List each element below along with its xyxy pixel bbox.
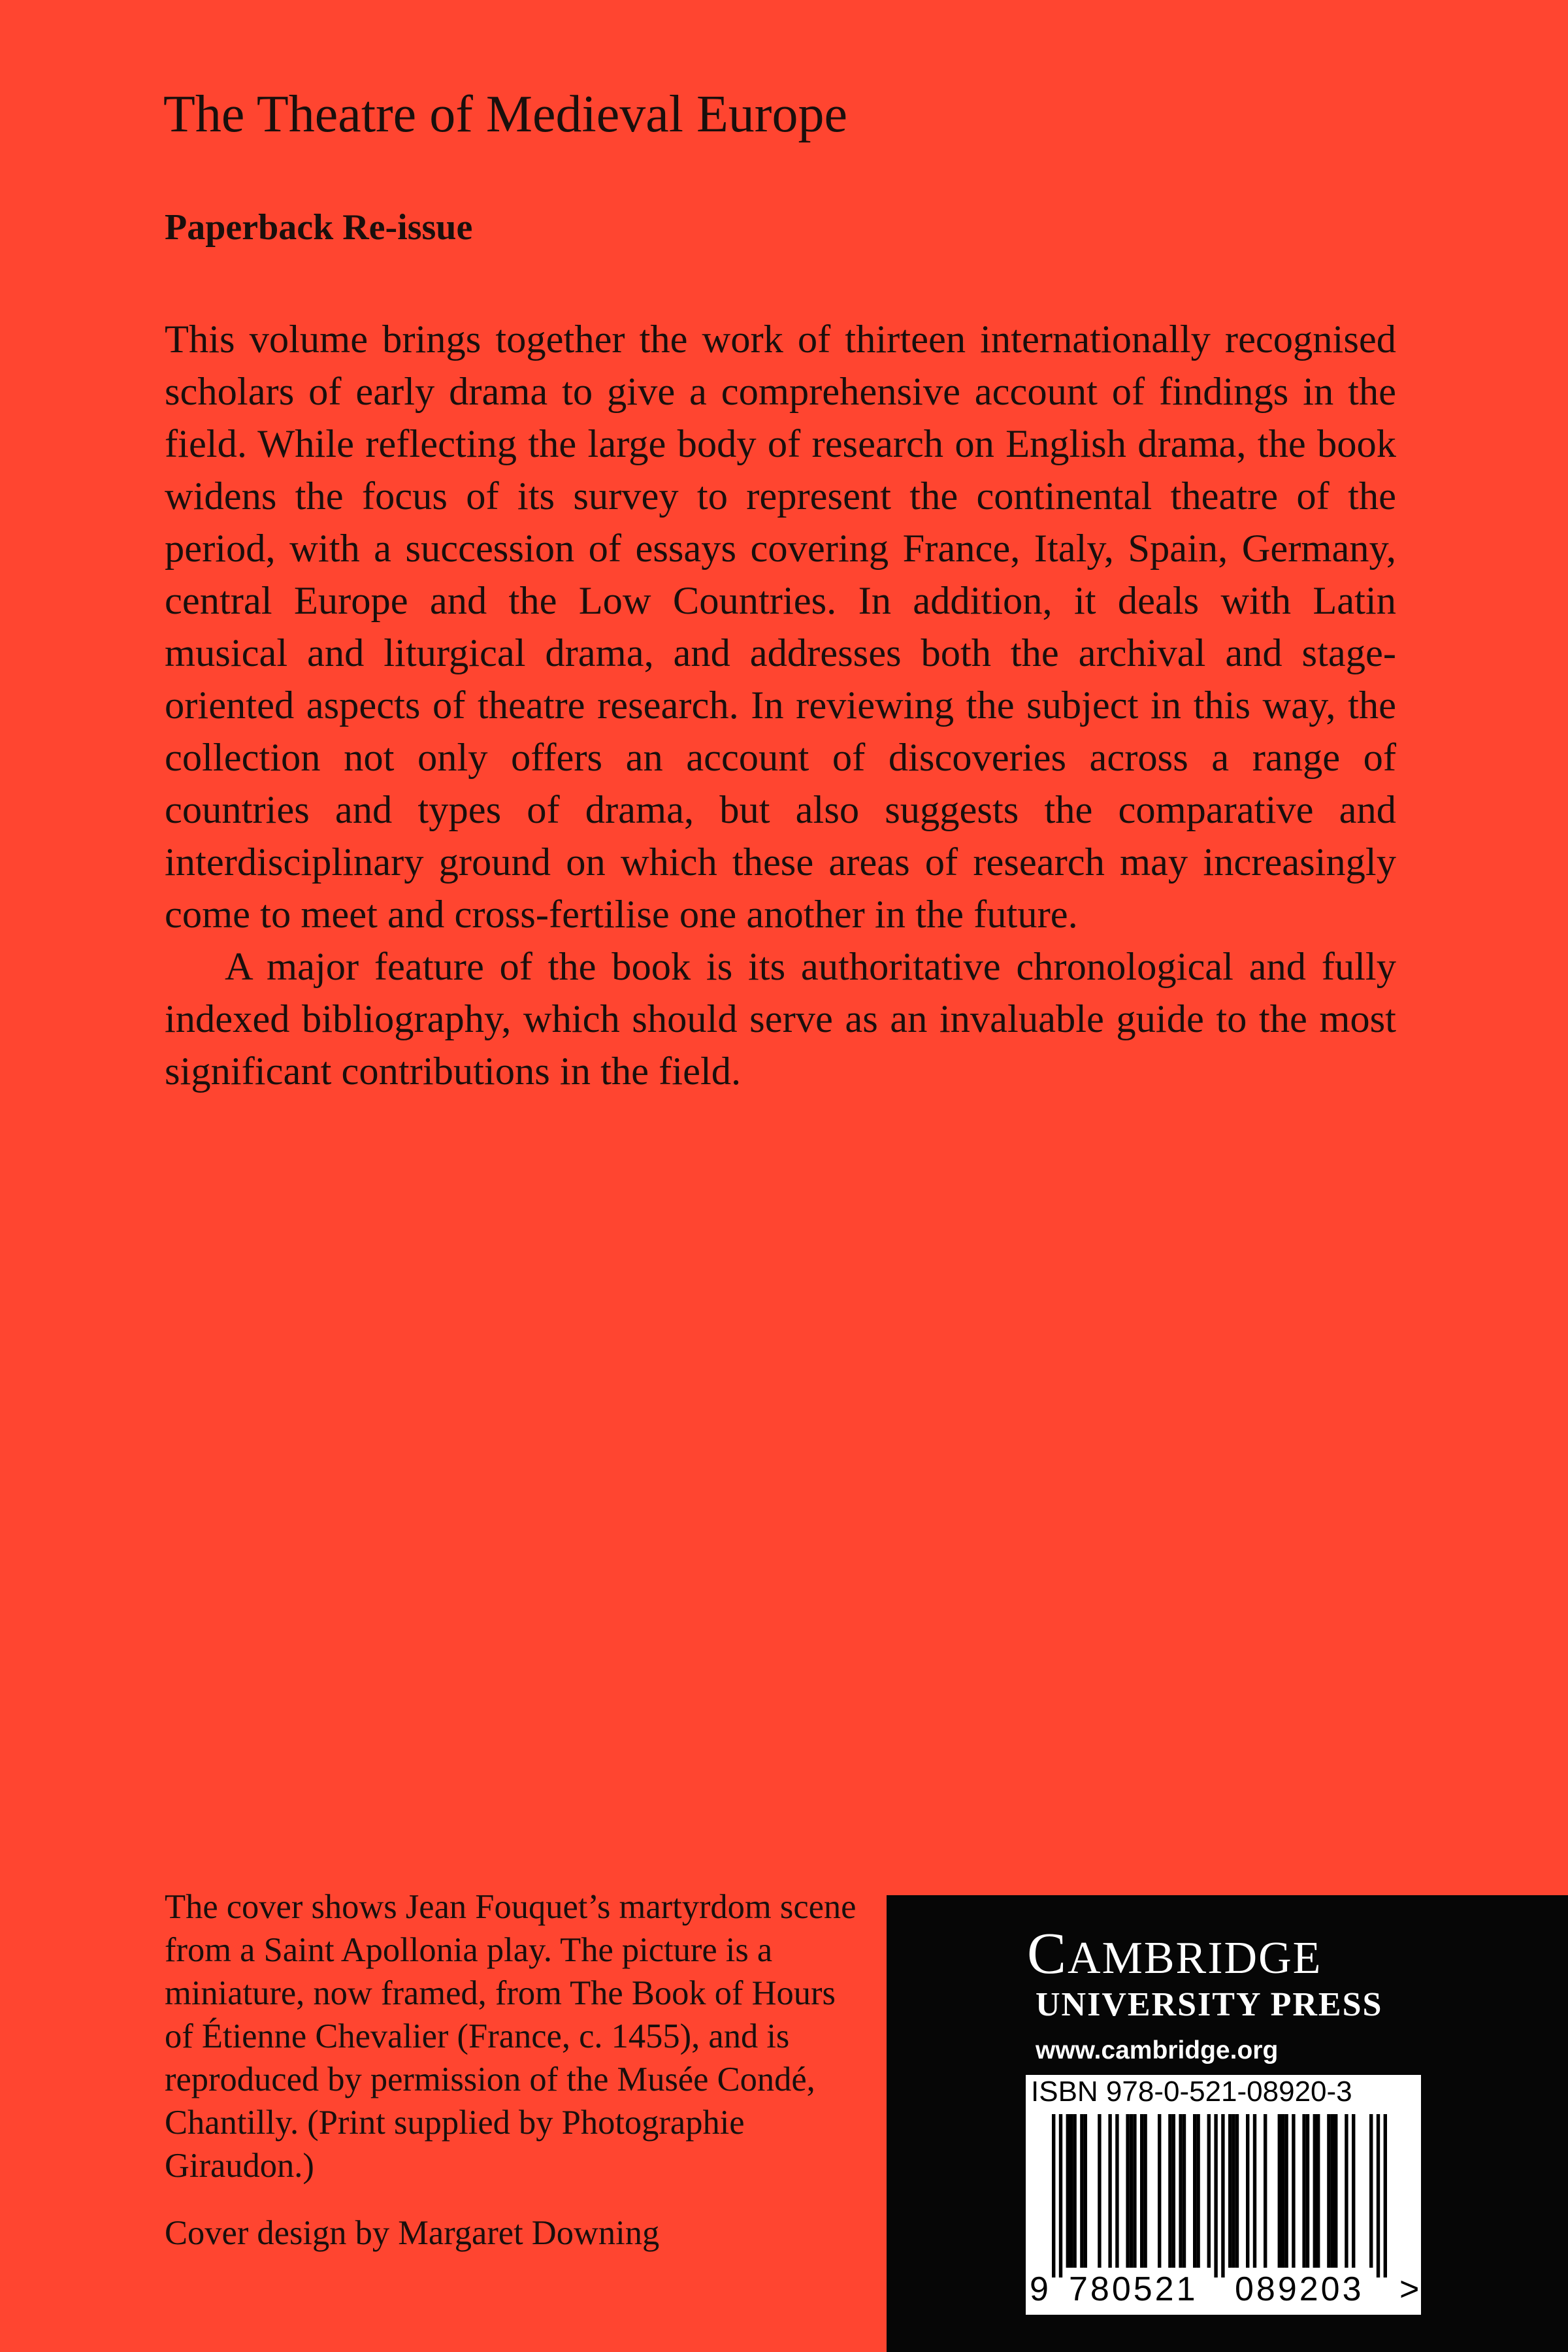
barcode-bar [1126,2114,1129,2268]
publisher-logo [1027,1921,1322,1986]
barcode-bar [1253,2114,1256,2268]
barcode-guard-bar [1221,2114,1224,2277]
barcode-bar [1302,2114,1305,2268]
publisher-panel [887,1895,1568,2352]
barcode-guard-bar [1059,2114,1062,2277]
barcode-bar [1158,2114,1161,2268]
description-paragraph: This volume brings together the work of thirteen internationally recognised scholars of early drama to give a comprehensive account of findings in the field. While reflecting the large body of research on English drama, the book widens the focus of its survey to represent the continental theatre of the period, with a succession of essays covering France, Italy, Spain, Germany, central Europe and the Low Countries. In addition, it deals with Latin musical and liturgical drama, and addresses both the archival and stage-oriented aspects of theatre research. In reviewing the subject in this way, the collection not only offers an account of discoveries across a range of countries and types of drama, but also suggests the comparative and interdisciplinary ground on which these areas of research may increasingly come to meet and cross-fertilise one another in the future. [165,318,1396,936]
edition-label: Paperback Re-issue [165,207,473,248]
cover-credit-text: The cover shows Jean Fouquet’s martyrdom scene from a Saint Apollonia play. The picture is a miniature, now framed, from The Book of Hours of Étienne Chevalier (France, c. 1455), and is reproduced by permission of the Musée Condé, Chantilly. (Print supplied by Photographie Giraudon.) [165,1888,857,2185]
barcode-bar [1080,2114,1083,2268]
barcode-guard-bar [1377,2114,1380,2277]
barcode-bar [1172,2114,1175,2268]
barcode-bar [1143,2114,1147,2268]
barcode-bar [1292,2114,1295,2268]
barcode-bar [1183,2114,1186,2268]
barcode-bar [1345,2114,1348,2268]
barcode-bar [1070,2114,1073,2268]
barcode-bar [1193,2114,1196,2268]
book-title: The Theatre of Medieval Europe [163,86,847,143]
barcode-bar [1284,2114,1288,2268]
publisher-subtitle: UNIVERSITY PRESS [1036,1986,1383,2023]
barcode-bar [1140,2114,1143,2268]
barcode-end-mark: > [1399,2270,1420,2308]
barcode-bar [1168,2114,1171,2268]
barcode-lead-digit: 9 [1030,2270,1049,2308]
barcode-bar [1306,2114,1309,2268]
barcode-bars [1026,2114,1421,2277]
barcode-guard-bar [1052,2114,1055,2277]
barcode-bar [1098,2114,1101,2268]
barcode-bar [1235,2114,1239,2268]
barcode-bar [1179,2114,1182,2268]
publisher-name-initial: C [1027,1921,1068,1986]
barcode-bar [1316,2114,1320,2268]
barcode-bar [1246,2114,1249,2268]
barcode-bar [1313,2114,1316,2268]
barcode-bar [1278,2114,1281,2268]
barcode-guard-bar [1384,2114,1387,2277]
barcode-bar [1084,2114,1087,2268]
publisher-url: www.cambridge.org [1036,2036,1279,2064]
isbn-label: ISBN 978-0-521-08920-3 [1031,2076,1352,2108]
barcode-guard-bar [1214,2114,1217,2277]
barcode-bar [1352,2114,1355,2268]
description-paragraph: A major feature of the book is its authoritative chronological and fully indexed bibliography, which should serve as an invaluable guide to the most significant contributions in the field. [165,945,1396,1093]
barcode-bar [1228,2114,1232,2268]
barcode-bar [1331,2114,1334,2268]
book-description [165,314,1396,1098]
publisher-name-rest: AMBRIDGE [1068,1933,1322,1983]
barcode-right-digits: 089203 [1235,2270,1364,2308]
barcode-bar [1264,2114,1267,2268]
cover-credit [165,1885,857,2187]
barcode-box [1026,2075,1421,2315]
barcode-bar [1115,2114,1119,2268]
cover-design-credit: Cover design by Margaret Downing [165,2214,660,2252]
barcode-bar [1232,2114,1235,2268]
barcode-bar [1369,2114,1373,2268]
barcode-bar [1281,2114,1284,2268]
barcode-bar [1108,2114,1111,2268]
barcode-bar [1196,2114,1200,2268]
barcode-bar [1133,2114,1136,2268]
barcode-bar [1207,2114,1211,2268]
barcode-bar [1130,2114,1133,2268]
barcode-bar [1073,2114,1076,2268]
barcode-bar [1066,2114,1070,2268]
barcode-bar [1327,2114,1330,2268]
barcode-left-digits: 780521 [1069,2270,1198,2308]
barcode-bar [1334,2114,1337,2268]
